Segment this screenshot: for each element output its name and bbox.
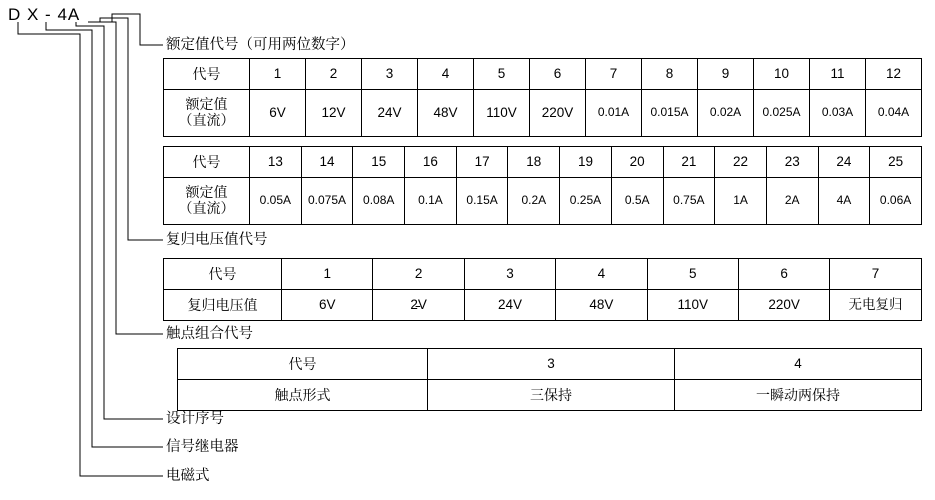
cell-code: 8 — [642, 59, 698, 90]
cell-value: 6V — [282, 290, 373, 321]
table-row — [178, 380, 922, 411]
cell-code: 22 — [715, 147, 767, 178]
cell-value: 24V — [362, 90, 418, 137]
row-header-rated-value — [164, 90, 250, 137]
row-header-code: 代号 — [164, 259, 282, 290]
row-header-line2: （直流） — [178, 112, 235, 128]
cell-code: 16 — [405, 147, 457, 178]
cell-value: 220V — [738, 290, 829, 321]
cell-code: 4 — [418, 59, 474, 90]
row-header-code: 代号 — [164, 59, 250, 90]
table-reset-voltage — [163, 258, 922, 321]
cell-code: 18 — [508, 147, 560, 178]
cell-value: 0.025A — [754, 90, 810, 137]
cell-value: 无电复归 — [830, 290, 921, 321]
cell-code: 2 — [373, 259, 464, 290]
cell-code: 23 — [766, 147, 818, 178]
cell-value: 0.5A — [611, 178, 663, 225]
cell-value: 0.1A — [405, 178, 457, 225]
table-row — [164, 290, 922, 321]
cell-value: 12V — [306, 90, 362, 137]
row-header-rated-value — [164, 178, 250, 225]
cell-code: 4 — [675, 349, 922, 380]
cell-code: 7 — [830, 259, 921, 290]
table-row — [164, 90, 922, 137]
cell-value: 0.15A — [456, 178, 508, 225]
cell-code: 9 — [698, 59, 754, 90]
table-row — [178, 349, 922, 380]
cell-value: 110V — [647, 290, 738, 321]
cell-code: 20 — [611, 147, 663, 178]
cell-value: 110V — [474, 90, 530, 137]
cell-code: 14 — [301, 147, 353, 178]
cell-code: 17 — [456, 147, 508, 178]
cell-value: 三保持 — [428, 380, 675, 411]
cell-value: 0.2A — [508, 178, 560, 225]
cell-code: 11 — [810, 59, 866, 90]
cell-value: 48V — [418, 90, 474, 137]
cell-code: 10 — [754, 59, 810, 90]
cell-value: 4A — [818, 178, 870, 225]
row-header-line2: （直流） — [178, 200, 235, 216]
cell-code: 12 — [866, 59, 922, 90]
cell-value: 0.03A — [810, 90, 866, 137]
table-row — [164, 178, 922, 225]
cell-value: 24V — [464, 290, 555, 321]
cell-code: 25 — [870, 147, 922, 178]
cell-code: 1 — [282, 259, 373, 290]
cell-value: 0.25A — [560, 178, 612, 225]
label-rated-value-code: 额定值代号（可用两位数字） — [166, 37, 355, 53]
cell-code: 3 — [428, 349, 675, 380]
row-header-reset-voltage: 复归电压值 — [164, 290, 282, 321]
cell-value: 0.015A — [642, 90, 698, 137]
cell-value: 0.04A — [866, 90, 922, 137]
cell-value: 0.75A — [663, 178, 715, 225]
cell-value: 220V — [530, 90, 586, 137]
label-signal-relay: 信号继电器 — [166, 439, 239, 455]
cell-code: 19 — [560, 147, 612, 178]
cell-code: 15 — [353, 147, 405, 178]
cell-code: 21 — [663, 147, 715, 178]
cell-code: 3 — [464, 259, 555, 290]
cell-code: 7 — [586, 59, 642, 90]
cell-value: 2̵V — [373, 290, 464, 321]
cell-code: 5 — [474, 59, 530, 90]
cell-value: 2A — [766, 178, 818, 225]
table-row — [164, 59, 922, 90]
table-rated-bottom — [163, 146, 922, 225]
cell-code: 5 — [647, 259, 738, 290]
cell-value: 6V — [250, 90, 306, 137]
cell-value: 0.05A — [250, 178, 302, 225]
cell-code: 6 — [530, 59, 586, 90]
cell-code: 2 — [306, 59, 362, 90]
model-code: D X - 4A — [8, 5, 81, 24]
cell-value: 1A — [715, 178, 767, 225]
cell-code: 3 — [362, 59, 418, 90]
row-header-contact-form: 触点形式 — [178, 380, 428, 411]
table-row — [164, 259, 922, 290]
row-header-code: 代号 — [164, 147, 250, 178]
label-electromagnetic: 电磁式 — [166, 468, 210, 484]
table-rated-top — [163, 58, 922, 137]
cell-value: 0.02A — [698, 90, 754, 137]
cell-value: 48V — [556, 290, 647, 321]
table-contact-form — [177, 348, 922, 411]
cell-value: 0.08A — [353, 178, 405, 225]
cell-value: 0.01A — [586, 90, 642, 137]
cell-code: 6 — [738, 259, 829, 290]
row-header-line1: 额定值 — [185, 184, 228, 201]
row-header-code: 代号 — [178, 349, 428, 380]
cell-value: 一瞬动两保持 — [675, 380, 922, 411]
row-header-line1: 额定值 — [185, 96, 228, 113]
label-design-serial: 设计序号 — [166, 411, 224, 427]
table-row — [164, 147, 922, 178]
cell-code: 13 — [250, 147, 302, 178]
cell-code: 1 — [250, 59, 306, 90]
cell-code: 4 — [556, 259, 647, 290]
label-reset-voltage-code: 复归电压值代号 — [166, 232, 268, 248]
label-contact-combination-code: 触点组合代号 — [166, 326, 253, 342]
cell-value: 0.06A — [870, 178, 922, 225]
cell-value: 0.075A — [301, 178, 353, 225]
cell-code: 24 — [818, 147, 870, 178]
